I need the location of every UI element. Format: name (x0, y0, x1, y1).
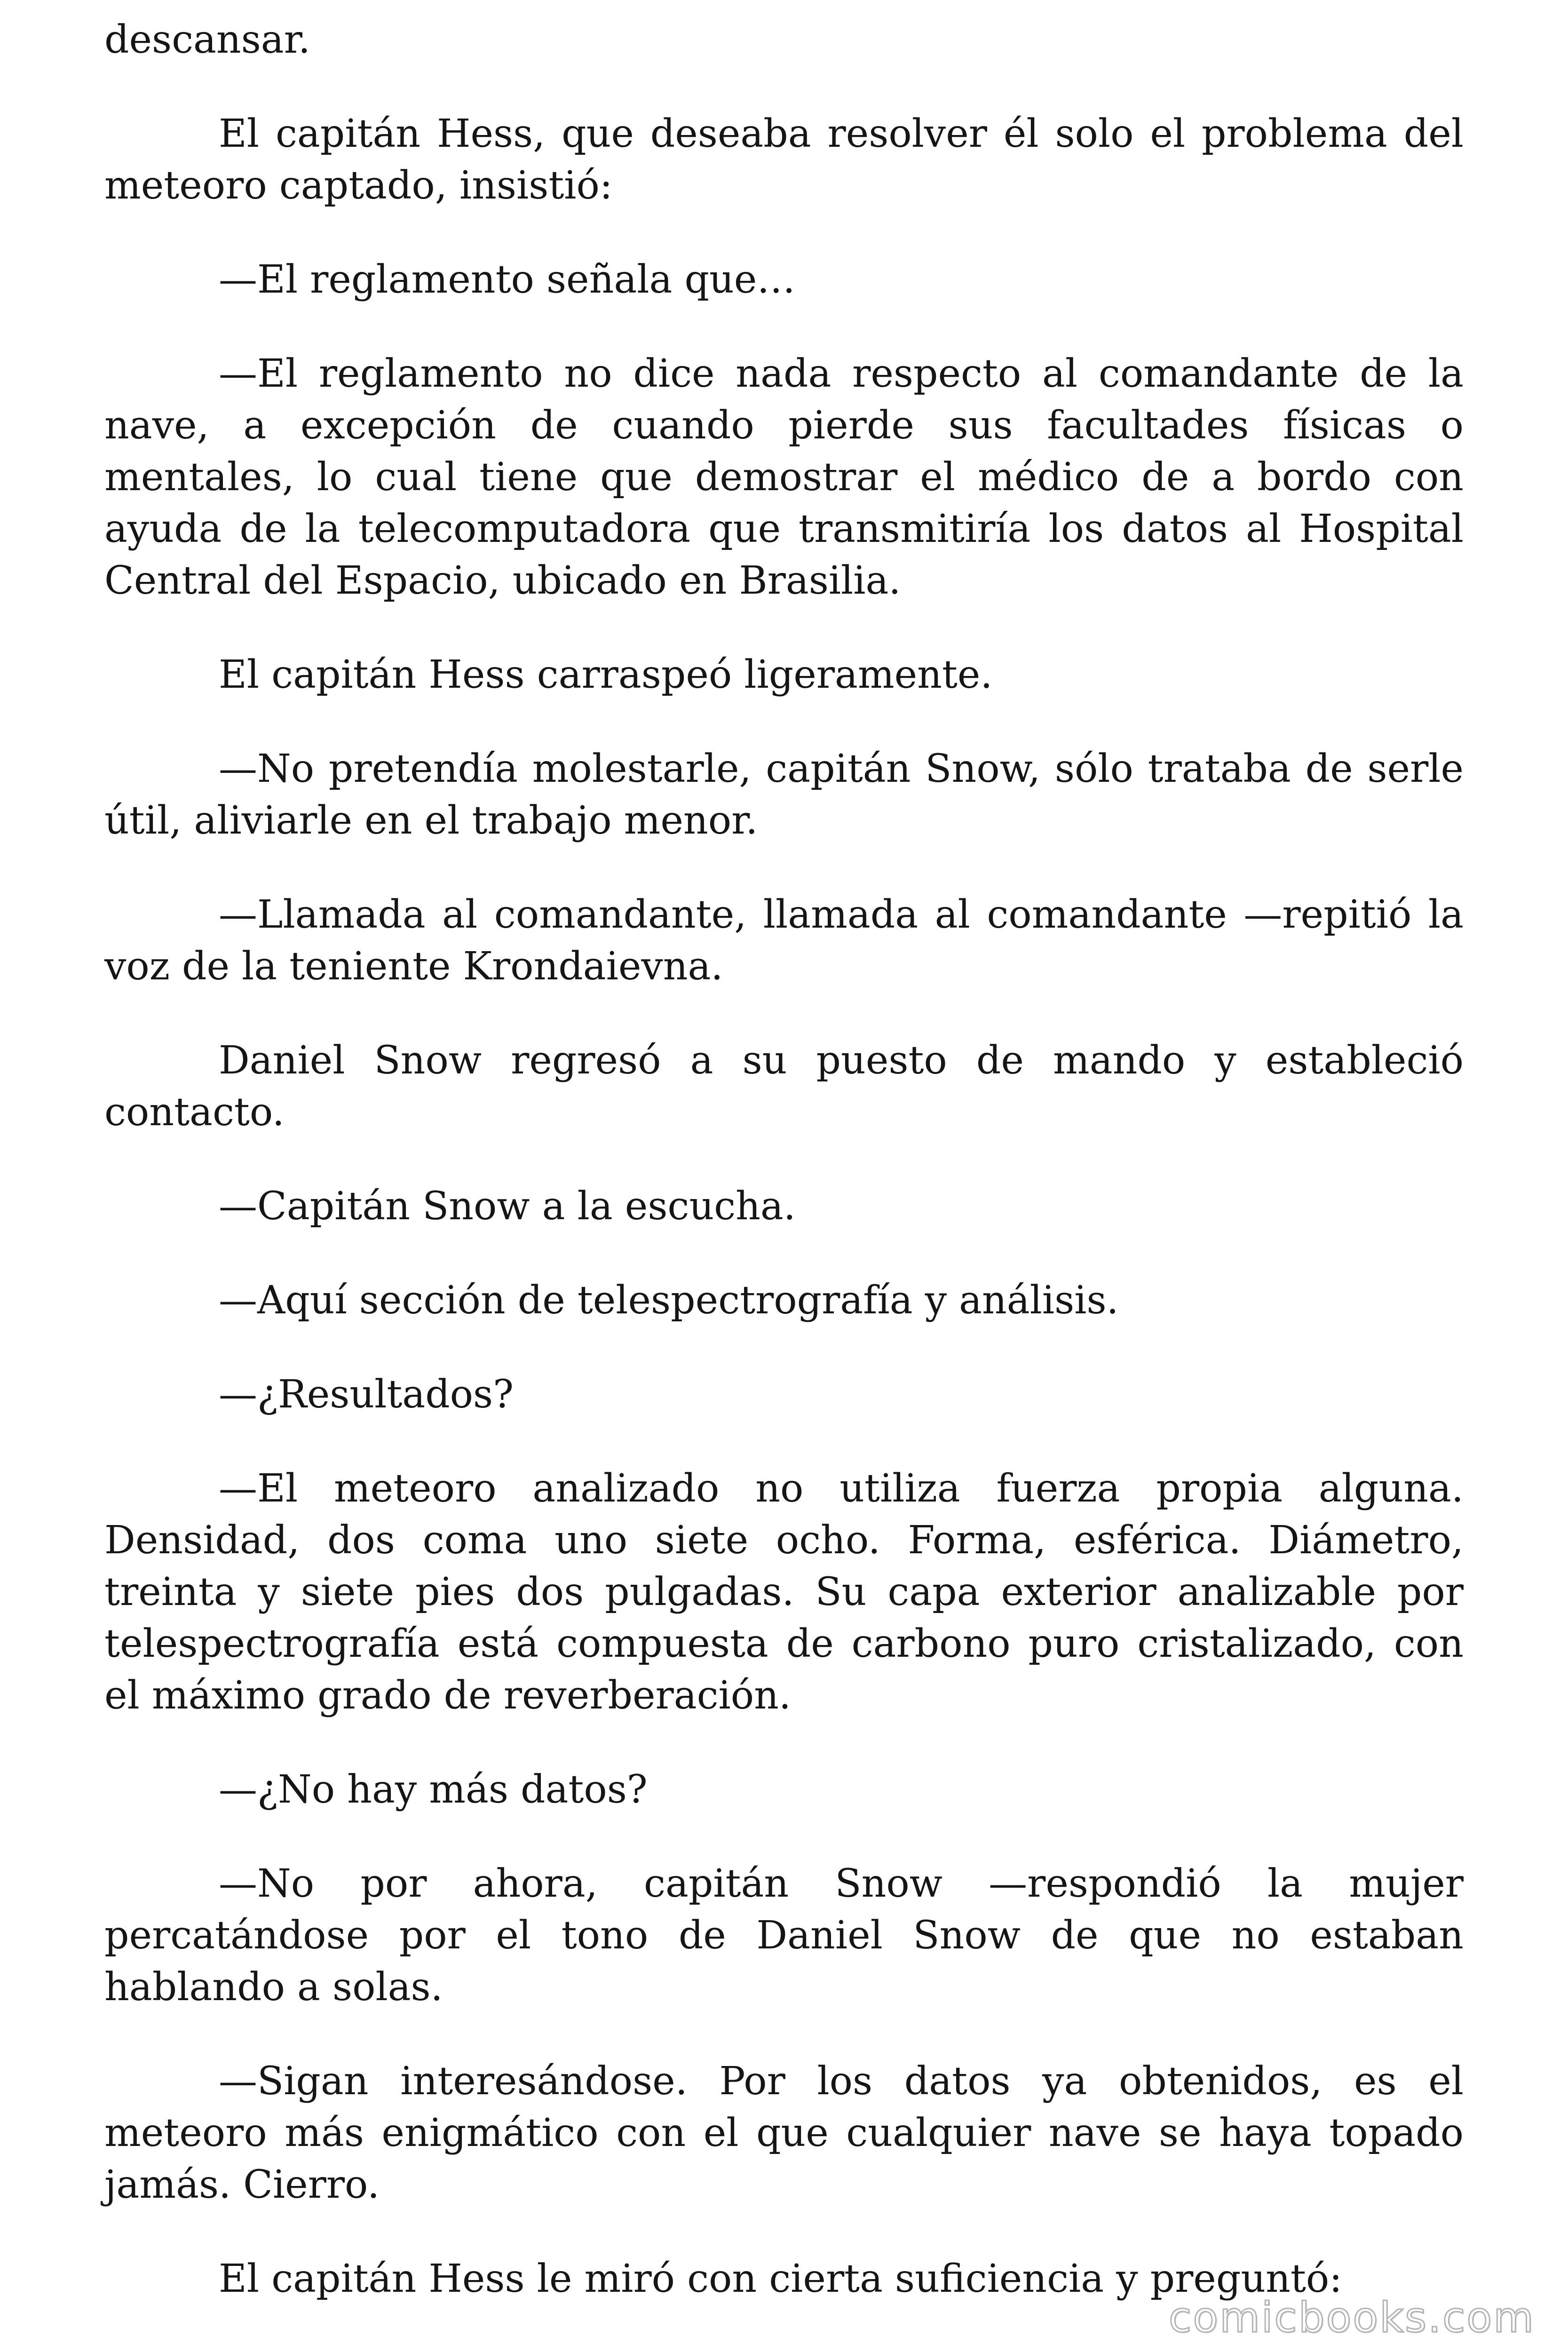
paragraph: —Llamada al comandante, llamada al comandante —repitió la voz de la teniente Krondaievna. (104, 892, 1464, 989)
body-text (104, 14, 1464, 2347)
paragraph: —¿Resultados? (219, 1372, 514, 1417)
paragraph: —Capitán Snow a la escucha. (219, 1184, 796, 1229)
paragraph: El capitán Hess le miró con cierta suficiencia y preguntó: (219, 2257, 1342, 2301)
paragraph: El capitán Hess, que deseaba resolver él solo el problema del meteoro captado, insistió: (104, 111, 1464, 208)
paragraph: descansar. (104, 17, 310, 62)
paragraph: —No por ahora, capitán Snow —respondió la mujer percatándose por el tono de Daniel Snow de que no estaban hablando a solas. (104, 1861, 1464, 2010)
paragraph: —El reglamento señala que… (219, 257, 796, 302)
paragraph: —¿No hay más datos? (219, 1767, 648, 1812)
paragraph: —El reglamento no dice nada respecto al comandante de la nave, a excepción de cuando pierde sus facultades físicas o mentales, lo cual tiene que demostrar el médico de a bordo con ayuda de la telecomputadora que transmitiría los datos al Hospital Central del Espacio, ubicado en Brasilia. (104, 351, 1464, 603)
watermark: comicbooks.com (1168, 2293, 1535, 2342)
paragraph: El capitán Hess carraspeó ligeramente. (219, 652, 993, 697)
paragraph: —Sigan interesándose. Por los datos ya obtenidos, es el meteoro más enigmático con el que cualquier nave se haya topado jamás. Cierro. (104, 2059, 1464, 2207)
paragraph: —No pretendía molestarle, capitán Snow, sólo trataba de serle útil, aliviarle en el trabajo menor. (104, 747, 1464, 843)
paragraph: Daniel Snow regresó a su puesto de mando y estableció contacto. (104, 1038, 1464, 1135)
paragraph: —Aquí sección de telespectrografía y análisis. (219, 1278, 1119, 1323)
paragraph: —El meteoro analizado no utiliza fuerza propia alguna. Densidad, dos coma uno siete ocho. Forma, esférica. Diámetro, treinta y siete pies dos pulgadas. Su capa exterior analizable por telespectrografía está compuesta de carbono puro cristalizado, con el máximo grado de reverberación. (104, 1466, 1464, 1718)
